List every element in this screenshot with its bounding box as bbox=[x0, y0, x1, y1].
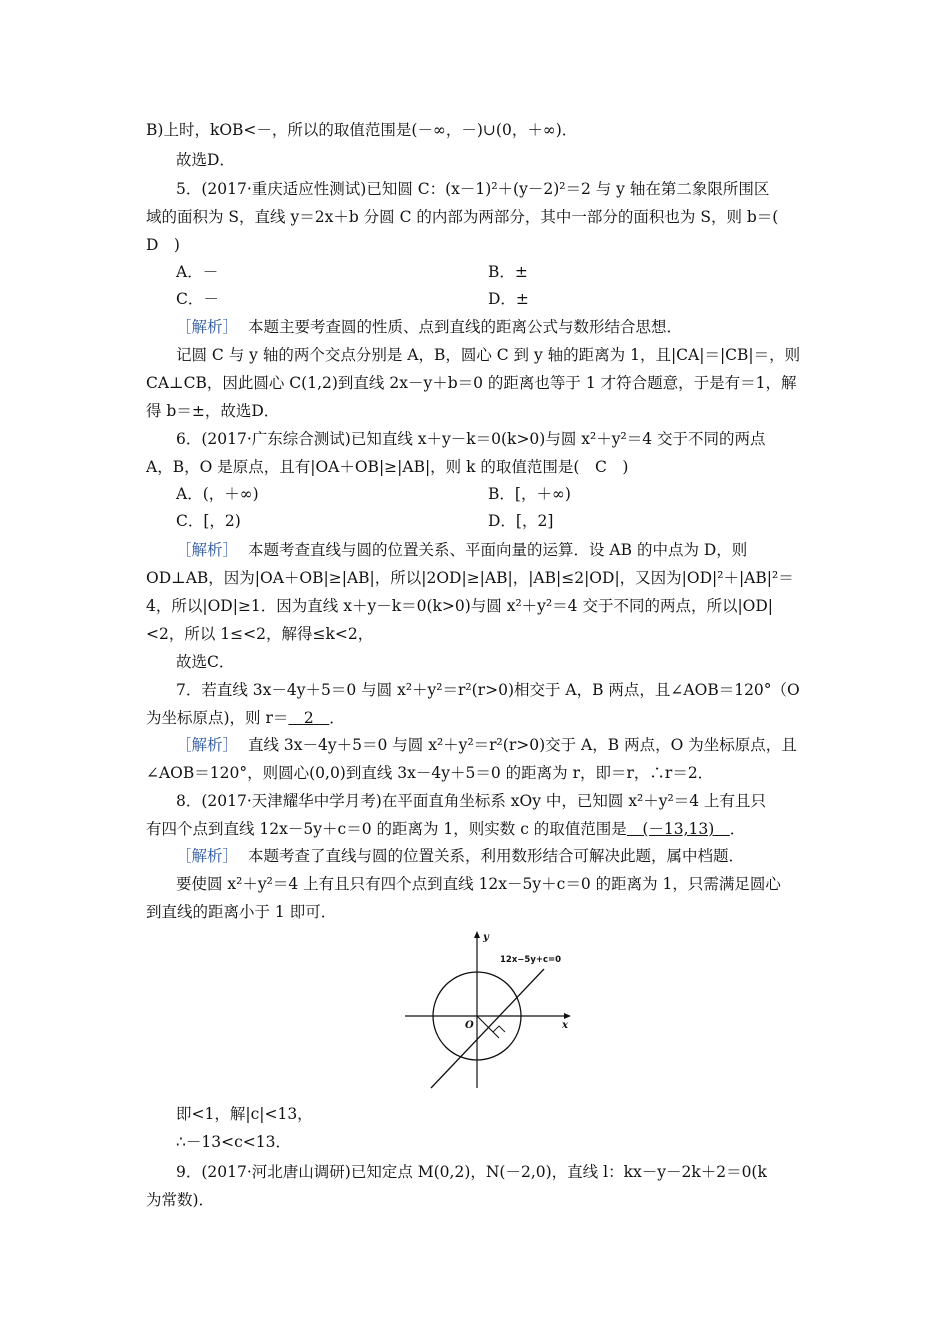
q8-line-2-text: 有四个点到直线 12x－5y＋c＝0 的距离为 1，则实数 c 的取值范围是 bbox=[146, 820, 627, 838]
q7-sol: ∠AOB＝120°，则圆心(0,0)到直线 3x－4y＋5＝0 的距离为 r，即＝r，∴r＝2． bbox=[146, 764, 714, 782]
q8-sol-3: 即<1，解|c|<13， bbox=[176, 1105, 313, 1123]
y-axis-label: y bbox=[483, 932, 489, 943]
q8-sol-1: 要使圆 x²＋y²＝4 上有且只有四个点到直线 12x－5y＋c＝0 的距离为 1，只需满足圆心 bbox=[176, 875, 781, 893]
line-12x-5y-c bbox=[431, 969, 544, 1088]
q6-sol-3: <2，所以 1≤<2，解得≤k<2， bbox=[146, 625, 374, 643]
x-axis-label: x bbox=[562, 1020, 568, 1031]
q5-option-a: A．－ bbox=[176, 263, 219, 281]
q5-sol-2: CA⊥CB，因此圆心 C(1,2)到直线 2x－y＋b＝0 的距离也等于 1 才符合题意，于是有＝1，解 bbox=[146, 374, 797, 392]
q9-line-2: 为常数)． bbox=[146, 1191, 215, 1209]
q9-line-1: 9．(2017·河北唐山调研)已知定点 M(0,2)，N(－2,0)，直线 l：kx－y－2k＋2＝0(k bbox=[176, 1163, 767, 1181]
q6-line-2: A，B，O 是原点，且有|OA＋OB|≥|AB|，则 k 的取值范围是( C ) bbox=[146, 458, 629, 476]
q8-answer: (－13,13) bbox=[642, 820, 715, 838]
q7-analysis-tag: ［解析］ bbox=[176, 736, 239, 754]
q7-line-2-text: 为坐标原点)，则 r＝ bbox=[146, 709, 289, 727]
q5-option-b: B．± bbox=[488, 263, 528, 281]
y-axis-arrow bbox=[474, 931, 480, 938]
q8-sol-4: ∴－13<c<13． bbox=[176, 1133, 291, 1151]
q6-option-d: D．[，2] bbox=[488, 512, 554, 530]
q6-analysis-text: 本题考查直线与圆的位置关系、平面向量的运算．设 AB 的中点为 D，则 bbox=[248, 541, 748, 559]
line-equation-label: 12x−5y+c=0 bbox=[500, 955, 562, 965]
right-angle-mark bbox=[493, 1026, 505, 1032]
q6-option-b: B．[，＋∞) bbox=[488, 485, 571, 503]
q5-line-2: 域的面积为 S，直线 y＝2x＋b 分圆 C 的内部为两部分，其中一部分的面积也为 S，则 b＝( bbox=[146, 208, 779, 226]
q5-line-3: D ) bbox=[146, 236, 180, 254]
q5-option-d: D．± bbox=[488, 290, 529, 308]
q5-analysis-tag: ［解析］ bbox=[176, 318, 239, 336]
q8-sol-2: 到直线的距离小于 1 即可． bbox=[146, 903, 337, 921]
q8-line-1: 8．(2017·天津耀华中学月考)在平面直角坐标系 xOy 中，已知圆 x²＋y²＝4 上有且只 bbox=[176, 792, 767, 810]
q5-sol-1: 记圆 C 与 y 轴的两个交点分别是 A，B，圆心 C 到 y 轴的距离为 1，且|CA|＝|CB|＝，则 bbox=[176, 346, 801, 364]
q5-sol-3: 得 b＝±，故选D． bbox=[146, 402, 280, 420]
q7-analysis-text: 直线 3x－4y＋5＝0 与圆 x²＋y²＝r²(r>0)交于 A，B 两点，O 为坐标原点，且 bbox=[248, 736, 797, 754]
q7-line-1: 7．若直线 3x－4y＋5＝0 与圆 x²＋y²＝r²(r>0)相交于 A，B 两点，且∠AOB＝120°（O bbox=[176, 681, 800, 699]
q5-analysis-text: 本题主要考查圆的性质、点到直线的距离公式与数形结合思想． bbox=[248, 318, 683, 336]
q8-period: ． bbox=[729, 820, 746, 838]
q6-option-a: A．(，＋∞) bbox=[176, 485, 259, 503]
q6-sol-2: 4，所以|OD|≥1．因为直线 x＋y－k＝0(k>0)与圆 x²＋y²＝4 交于不同的两点，所以|OD| bbox=[146, 597, 774, 615]
q6-option-c: C．[，2) bbox=[176, 512, 241, 530]
q5-line-1: 5．(2017·重庆适应性测试)已知圆 C：(x－1)²＋(y－2)²＝2 与 y 轴在第二象限所围区 bbox=[176, 180, 770, 198]
q5-option-c: C．－ bbox=[176, 290, 219, 308]
q6-line-1: 6．(2017·广东综合测试)已知直线 x＋y－k＝0(k>0)与圆 x²＋y²＝4 交于不同的两点 bbox=[176, 430, 766, 448]
q6-sol-1: OD⊥AB，因为|OA＋OB|≥|AB|，所以|2OD|≥|AB|，|AB|≤2|OD|，又因为|OD|²＋|AB|²＝ bbox=[146, 569, 794, 587]
q8-line-2 bbox=[146, 819, 745, 839]
line-1: B)上时，kOB<－，所以的取值范围是(－∞，－)∪(0，＋∞)． bbox=[146, 121, 578, 139]
x-axis-arrow bbox=[564, 1013, 571, 1019]
q8-analysis-text: 本题考查了直线与圆的位置关系，利用数形结合可解决此题，属中档题． bbox=[248, 847, 745, 865]
q7-period: ． bbox=[329, 709, 345, 727]
line-2: 故选D． bbox=[176, 151, 235, 169]
q7-answer: 2 bbox=[303, 709, 314, 727]
circle-line-figure bbox=[403, 928, 573, 1090]
origin-label: O bbox=[465, 1020, 474, 1031]
q7-line-2 bbox=[146, 708, 345, 728]
q6-conclusion: 故选C． bbox=[176, 653, 235, 671]
q6-analysis-tag: ［解析］ bbox=[176, 541, 239, 559]
q8-analysis-tag: ［解析］ bbox=[176, 847, 239, 865]
